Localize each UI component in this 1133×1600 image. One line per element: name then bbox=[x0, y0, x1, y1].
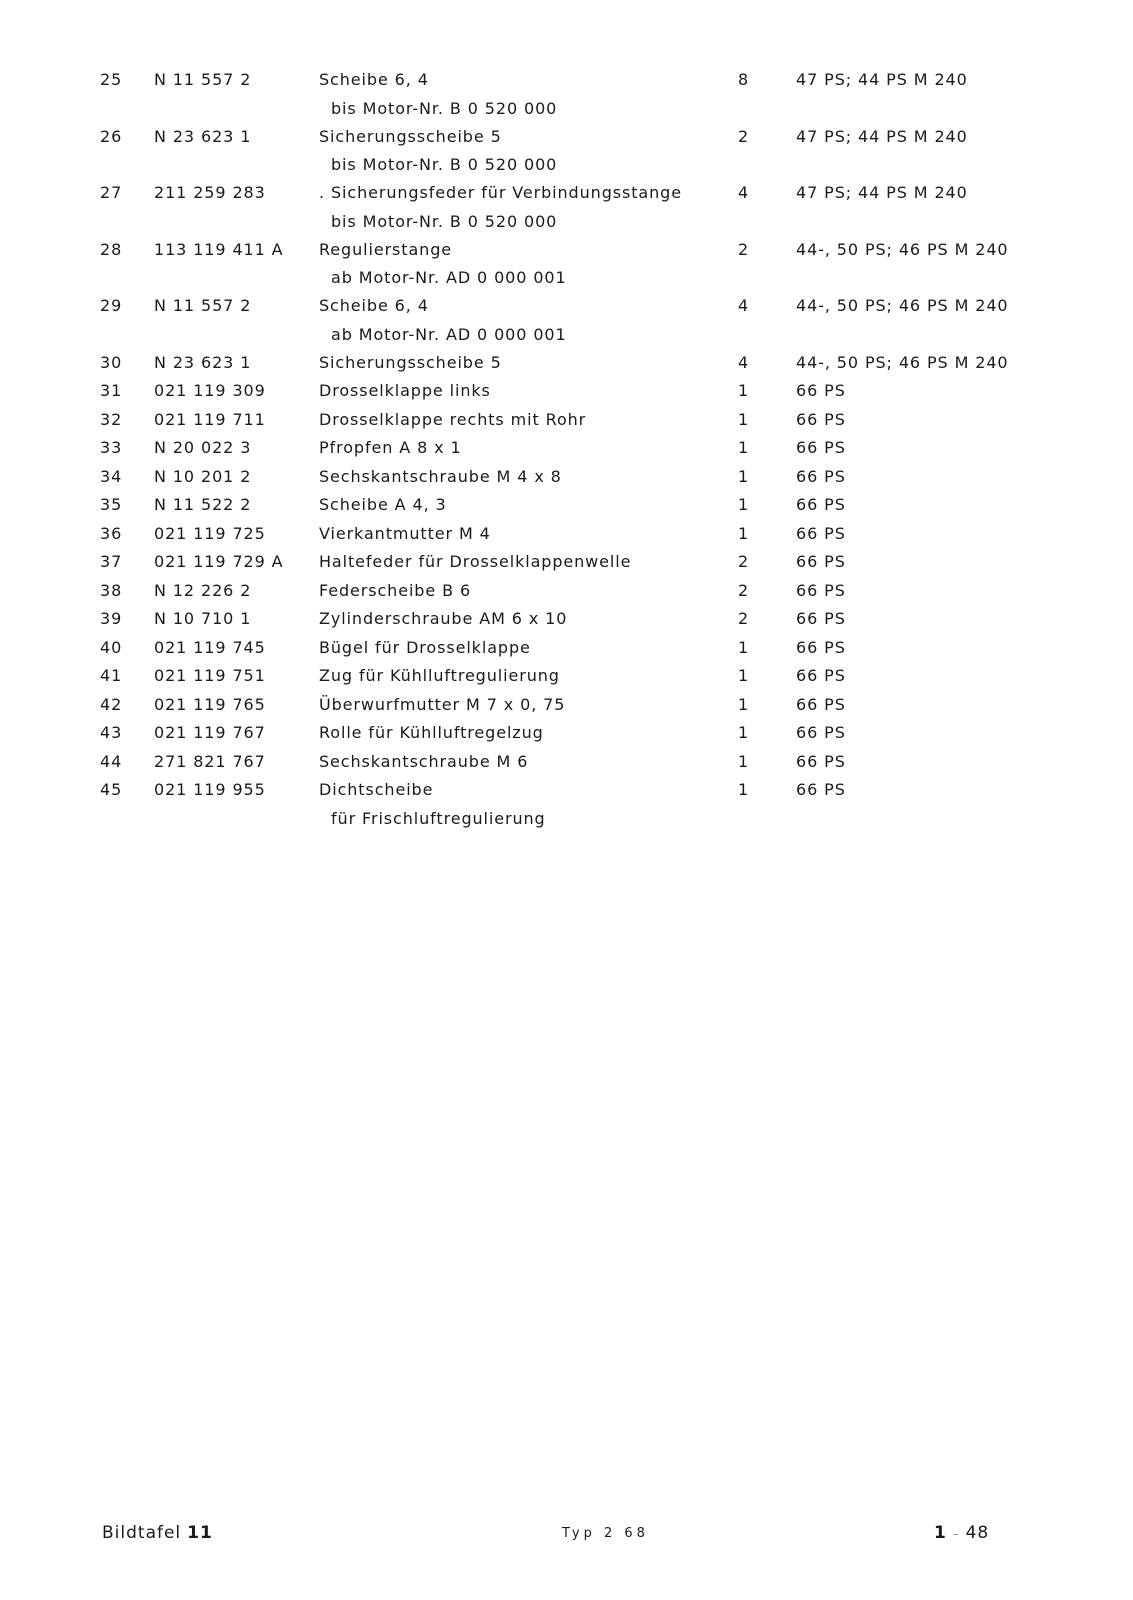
quantity: 2 bbox=[738, 552, 750, 571]
vehicle-type: Typ 2 68 bbox=[562, 1526, 649, 1541]
model-note: 66 PS bbox=[796, 637, 846, 657]
part-number: N 10 201 2 bbox=[154, 466, 252, 486]
model-note: 66 PS bbox=[796, 580, 846, 600]
item-number: 41 bbox=[100, 666, 123, 685]
model-note: 66 PS bbox=[796, 409, 846, 429]
part-applicability: ab Motor-Nr. AD 0 000 001 bbox=[331, 324, 567, 344]
part-subline bbox=[0, 155, 1133, 183]
item-number: 35 bbox=[100, 495, 123, 514]
part-row bbox=[0, 240, 1133, 269]
part-description: Sechskantschraube M 6 bbox=[319, 751, 529, 771]
part-row bbox=[0, 296, 1133, 325]
part-number: 113 119 411 A bbox=[154, 239, 284, 259]
part-description: Federscheibe B 6 bbox=[319, 580, 472, 600]
part-row bbox=[0, 609, 1133, 638]
item-number: 25 bbox=[100, 70, 123, 89]
plate-reference bbox=[102, 1523, 213, 1543]
part-number: 021 119 725 bbox=[154, 523, 266, 543]
part-number: 021 119 751 bbox=[154, 666, 266, 685]
part-description: Pfropfen A 8 x 1 bbox=[319, 438, 462, 457]
part-description: Haltefeder für Drosselklappenwelle bbox=[319, 552, 632, 571]
part-number: N 11 557 2 bbox=[154, 296, 252, 315]
part-number: 021 119 309 bbox=[154, 381, 266, 400]
part-number: 021 119 765 bbox=[154, 694, 266, 714]
model-note: 66 PS bbox=[796, 495, 846, 514]
plate-label: Bildtafel bbox=[102, 1523, 182, 1543]
part-subline bbox=[0, 212, 1133, 240]
part-description: Drosselklappe links bbox=[319, 381, 491, 400]
quantity: 1 bbox=[738, 780, 750, 799]
part-subline bbox=[0, 325, 1133, 353]
parts-list bbox=[0, 70, 1133, 837]
part-applicability: bis Motor-Nr. B 0 520 000 bbox=[331, 211, 558, 231]
part-number: 021 119 745 bbox=[154, 637, 266, 657]
model-note: 66 PS bbox=[796, 381, 846, 400]
part-number: 021 119 767 bbox=[154, 723, 266, 742]
part-number: N 12 226 2 bbox=[154, 580, 252, 600]
model-note: 66 PS bbox=[796, 694, 846, 714]
part-description: Drosselklappe rechts mit Rohr bbox=[319, 409, 587, 429]
quantity: 1 bbox=[738, 438, 750, 457]
quantity: 1 bbox=[738, 466, 750, 486]
part-subline bbox=[0, 268, 1133, 296]
part-description: Sechskantschraube M 4 x 8 bbox=[319, 466, 562, 486]
item-number: 26 bbox=[100, 126, 123, 146]
item-number: 45 bbox=[100, 780, 123, 799]
model-note: 47 PS; 44 PS M 240 bbox=[796, 70, 968, 89]
part-subline bbox=[0, 809, 1133, 837]
model-note: 66 PS bbox=[796, 751, 846, 771]
page-number: 1 – 48 bbox=[934, 1523, 990, 1543]
quantity: 1 bbox=[738, 381, 750, 400]
quantity: 1 bbox=[738, 523, 750, 543]
model-note: 66 PS bbox=[796, 523, 846, 543]
part-number: 271 821 767 bbox=[154, 751, 266, 771]
item-number: 27 bbox=[100, 183, 123, 202]
part-number: 021 119 711 bbox=[154, 409, 266, 429]
item-number: 38 bbox=[100, 580, 123, 600]
model-note: 66 PS bbox=[796, 609, 846, 628]
item-number: 37 bbox=[100, 552, 123, 571]
item-number: 29 bbox=[100, 296, 123, 315]
model-note: 47 PS; 44 PS M 240 bbox=[796, 183, 968, 202]
page-footer bbox=[0, 1523, 1133, 1553]
quantity: 2 bbox=[738, 239, 750, 259]
model-note: 66 PS bbox=[796, 466, 846, 486]
quantity: 1 bbox=[738, 666, 750, 685]
model-note: 44-, 50 PS; 46 PS M 240 bbox=[796, 352, 1009, 372]
part-description: Dichtscheibe bbox=[319, 780, 434, 799]
model-note: 47 PS; 44 PS M 240 bbox=[796, 126, 968, 146]
item-number: 36 bbox=[100, 523, 123, 543]
part-row bbox=[0, 552, 1133, 581]
part-row bbox=[0, 495, 1133, 524]
quantity: 1 bbox=[738, 495, 750, 514]
item-number: 28 bbox=[100, 239, 123, 259]
part-row bbox=[0, 666, 1133, 695]
model-note: 66 PS bbox=[796, 552, 846, 571]
part-applicability: bis Motor-Nr. B 0 520 000 bbox=[331, 98, 558, 118]
part-row bbox=[0, 524, 1133, 553]
model-note: 44-, 50 PS; 46 PS M 240 bbox=[796, 296, 1009, 315]
part-description: Sicherungsscheibe 5 bbox=[319, 126, 502, 146]
part-applicability: für Frischluftregulierung bbox=[331, 808, 546, 828]
part-description: Sicherungsscheibe 5 bbox=[319, 352, 502, 372]
part-applicability: bis Motor-Nr. B 0 520 000 bbox=[331, 155, 558, 174]
part-number: N 10 710 1 bbox=[154, 609, 252, 628]
part-row bbox=[0, 438, 1133, 467]
item-number: 42 bbox=[100, 694, 123, 714]
model-note: 66 PS bbox=[796, 666, 846, 685]
part-applicability: ab Motor-Nr. AD 0 000 001 bbox=[331, 268, 567, 287]
plate-number: 11 bbox=[187, 1523, 213, 1543]
item-number: 39 bbox=[100, 609, 123, 628]
part-row bbox=[0, 381, 1133, 410]
part-row bbox=[0, 752, 1133, 781]
part-row bbox=[0, 638, 1133, 667]
model-note: 66 PS bbox=[796, 723, 846, 742]
page-section: 1 bbox=[934, 1523, 947, 1543]
quantity: 2 bbox=[738, 126, 750, 146]
quantity: 8 bbox=[738, 70, 750, 89]
item-number: 34 bbox=[100, 466, 123, 486]
quantity: 4 bbox=[738, 183, 750, 202]
part-row bbox=[0, 581, 1133, 610]
part-number: 211 259 283 bbox=[154, 183, 266, 202]
model-note: 44-, 50 PS; 46 PS M 240 bbox=[796, 239, 1009, 259]
item-number: 32 bbox=[100, 409, 123, 429]
part-row bbox=[0, 695, 1133, 724]
model-note: 66 PS bbox=[796, 780, 846, 799]
part-description: Überwurfmutter M 7 x 0, 75 bbox=[319, 694, 566, 714]
part-description: Scheibe 6, 4 bbox=[319, 70, 429, 89]
part-description: Scheibe 6, 4 bbox=[319, 296, 429, 315]
page-index: 48 bbox=[965, 1523, 990, 1543]
part-description: Zug für Kühlluftregulierung bbox=[319, 666, 560, 685]
part-description: Zylinderschraube AM 6 x 10 bbox=[319, 609, 568, 628]
item-number: 40 bbox=[100, 637, 123, 657]
part-number: N 23 623 1 bbox=[154, 352, 252, 372]
item-number: 44 bbox=[100, 751, 123, 771]
quantity: 1 bbox=[738, 723, 750, 742]
part-row bbox=[0, 353, 1133, 382]
item-number: 33 bbox=[100, 438, 123, 457]
part-number: 021 119 729 A bbox=[154, 552, 284, 571]
part-description: Scheibe A 4, 3 bbox=[319, 495, 447, 514]
quantity: 2 bbox=[738, 580, 750, 600]
quantity: 4 bbox=[738, 296, 750, 315]
part-number: 021 119 955 bbox=[154, 780, 266, 799]
part-number: N 11 522 2 bbox=[154, 495, 252, 514]
part-description: Regulierstange bbox=[319, 239, 453, 259]
quantity: 2 bbox=[738, 609, 750, 628]
part-row bbox=[0, 70, 1133, 99]
part-row bbox=[0, 467, 1133, 496]
part-description: Bügel für Drosselklappe bbox=[319, 637, 531, 657]
part-number: N 20 022 3 bbox=[154, 438, 252, 457]
part-description: Vierkantmutter M 4 bbox=[319, 523, 491, 543]
part-description: . Sicherungsfeder für Verbindungsstange bbox=[319, 183, 682, 202]
part-number: N 23 623 1 bbox=[154, 126, 252, 146]
part-description: Rolle für Kühlluftregelzug bbox=[319, 723, 544, 742]
part-row bbox=[0, 127, 1133, 156]
item-number: 43 bbox=[100, 723, 123, 742]
part-row bbox=[0, 780, 1133, 809]
quantity: 4 bbox=[738, 352, 750, 372]
item-number: 31 bbox=[100, 381, 123, 400]
part-row bbox=[0, 410, 1133, 439]
quantity: 1 bbox=[738, 694, 750, 714]
part-row bbox=[0, 723, 1133, 752]
item-number: 30 bbox=[100, 352, 123, 372]
model-note: 66 PS bbox=[796, 438, 846, 457]
quantity: 1 bbox=[738, 409, 750, 429]
quantity: 1 bbox=[738, 751, 750, 771]
quantity: 1 bbox=[738, 637, 750, 657]
part-row bbox=[0, 183, 1133, 212]
part-subline bbox=[0, 99, 1133, 127]
part-number: N 11 557 2 bbox=[154, 70, 252, 89]
